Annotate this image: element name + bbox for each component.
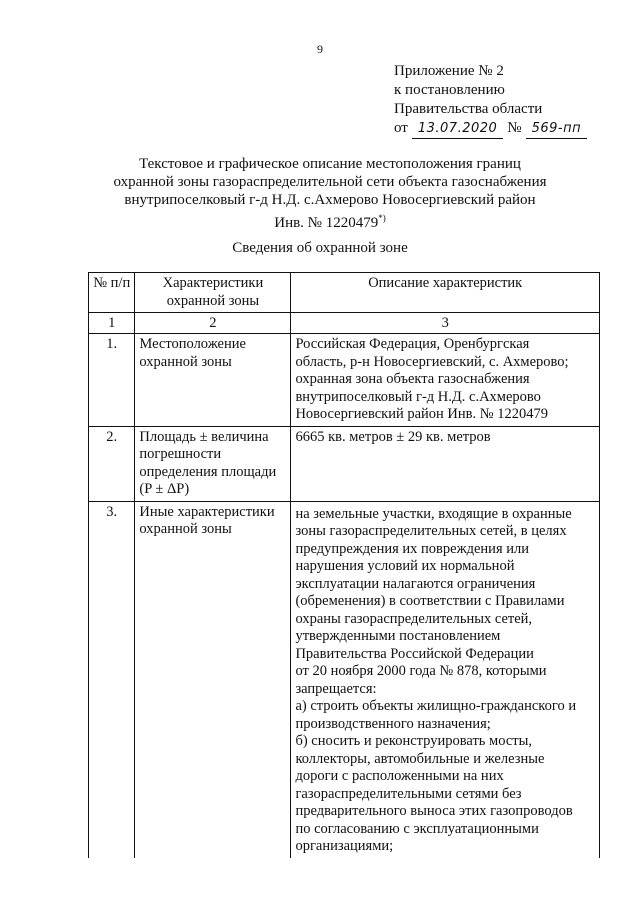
row-number: 3. (89, 501, 135, 858)
description-line: организациями; (295, 838, 394, 854)
column-number: 1 (89, 313, 135, 334)
description-line: Российская Федерация, Оренбургская (295, 336, 530, 352)
description-line: утвержденными постановлением (295, 628, 501, 644)
inventory-number: Инв. № 1220479 (274, 215, 379, 231)
description-line: а) строить объекты жилищно-гражданского и (295, 698, 577, 714)
header-characteristics: Характеристики охранной зоны (135, 273, 291, 313)
footnote-mark: *) (378, 213, 386, 223)
description-line: предварительного выноса этих газопроводов (295, 803, 573, 819)
description-line: от 20 ноября 2000 года № 878, которыми (295, 663, 547, 679)
from-label: от (394, 120, 408, 136)
title-line-2: охранной зоны газораспределительной сети объекта газоснабжения (113, 174, 547, 190)
description-line: охранная зона объекта газоснабжения (295, 371, 530, 387)
title-line-3: внутрипоселковый г-д Н.Д. с.Ахмерово Новосергиевский район (124, 192, 536, 208)
row-characteristic: Площадь ± величина погрешности определения площади (P ± ΔP) (135, 426, 291, 501)
row-characteristic: Местоположение охранной зоны (135, 334, 291, 427)
decree-number: 569-пп (526, 119, 588, 139)
title-line-4 (60, 209, 600, 232)
column-number: 3 (291, 313, 600, 334)
description-line: газораспределительными сетями без (295, 785, 522, 802)
table-row (89, 334, 600, 427)
appendix-block (394, 62, 587, 139)
description-line: Новосергиевский район Инв. № 1220479 (295, 406, 548, 422)
table-row (89, 426, 600, 501)
description-line: Правительства Российской Федерации (295, 645, 534, 662)
appendix-line-2: к постановлению (394, 82, 505, 98)
description-line: запрещается: (295, 680, 377, 697)
row-description (291, 426, 600, 501)
row-number: 2. (89, 426, 135, 501)
number-label: № (507, 120, 522, 136)
description-line: по согласованию с эксплуатационными (295, 820, 539, 837)
document-title (60, 155, 600, 232)
row-characteristic: Иные характеристики охранной зоны (135, 501, 291, 858)
title-line-1: Текстовое и графическое описание местоположения границ (139, 156, 521, 172)
table-header-row (89, 273, 600, 313)
description-line: дороги с расположенными на них (295, 768, 504, 784)
appendix-line-1: Приложение № 2 (394, 63, 504, 79)
page-number: 9 (317, 42, 323, 56)
column-number: 2 (135, 313, 291, 334)
description-line: производственного назначения; (295, 715, 491, 732)
description-line: внутрипоселковый г-д Н.Д. с.Ахмерово (295, 388, 541, 405)
description-line: охраны газораспределительных сетей, (295, 610, 533, 627)
description-line: зоны газораспределительных сетей, в целях (295, 523, 567, 539)
row-number: 1. (89, 334, 135, 427)
row-description (291, 501, 600, 858)
description-line: 6665 кв. метров ± 29 кв. метров (295, 428, 491, 445)
description-line: коллекторы, автомобильные и железные (295, 750, 545, 767)
header-no: № п/п (89, 273, 135, 313)
description-line: нарушения условий их нормальной (295, 558, 515, 574)
decree-reference (394, 119, 587, 139)
description-line: (обременения) в соответствии с Правилами (295, 593, 565, 609)
column-number-row (89, 313, 600, 334)
description-line: предупреждения их повреждения или (295, 540, 529, 557)
decree-date: 13.07.2020 (412, 119, 503, 139)
section-subtitle: Сведения об охранной зоне (232, 240, 408, 256)
zone-table (88, 272, 600, 858)
description-line: б) сносить и реконструировать мосты, (295, 733, 532, 749)
description-line: эксплуатации налагаются ограничения (295, 575, 536, 592)
description-line: на земельные участки, входящие в охранные (295, 505, 572, 522)
table-row (89, 501, 600, 858)
header-description: Описание характеристик (291, 273, 600, 313)
appendix-line-3: Правительства области (394, 101, 543, 117)
description-line: область, р-н Новосергиевский, с. Ахмерово; (295, 353, 569, 370)
row-description (291, 334, 600, 427)
